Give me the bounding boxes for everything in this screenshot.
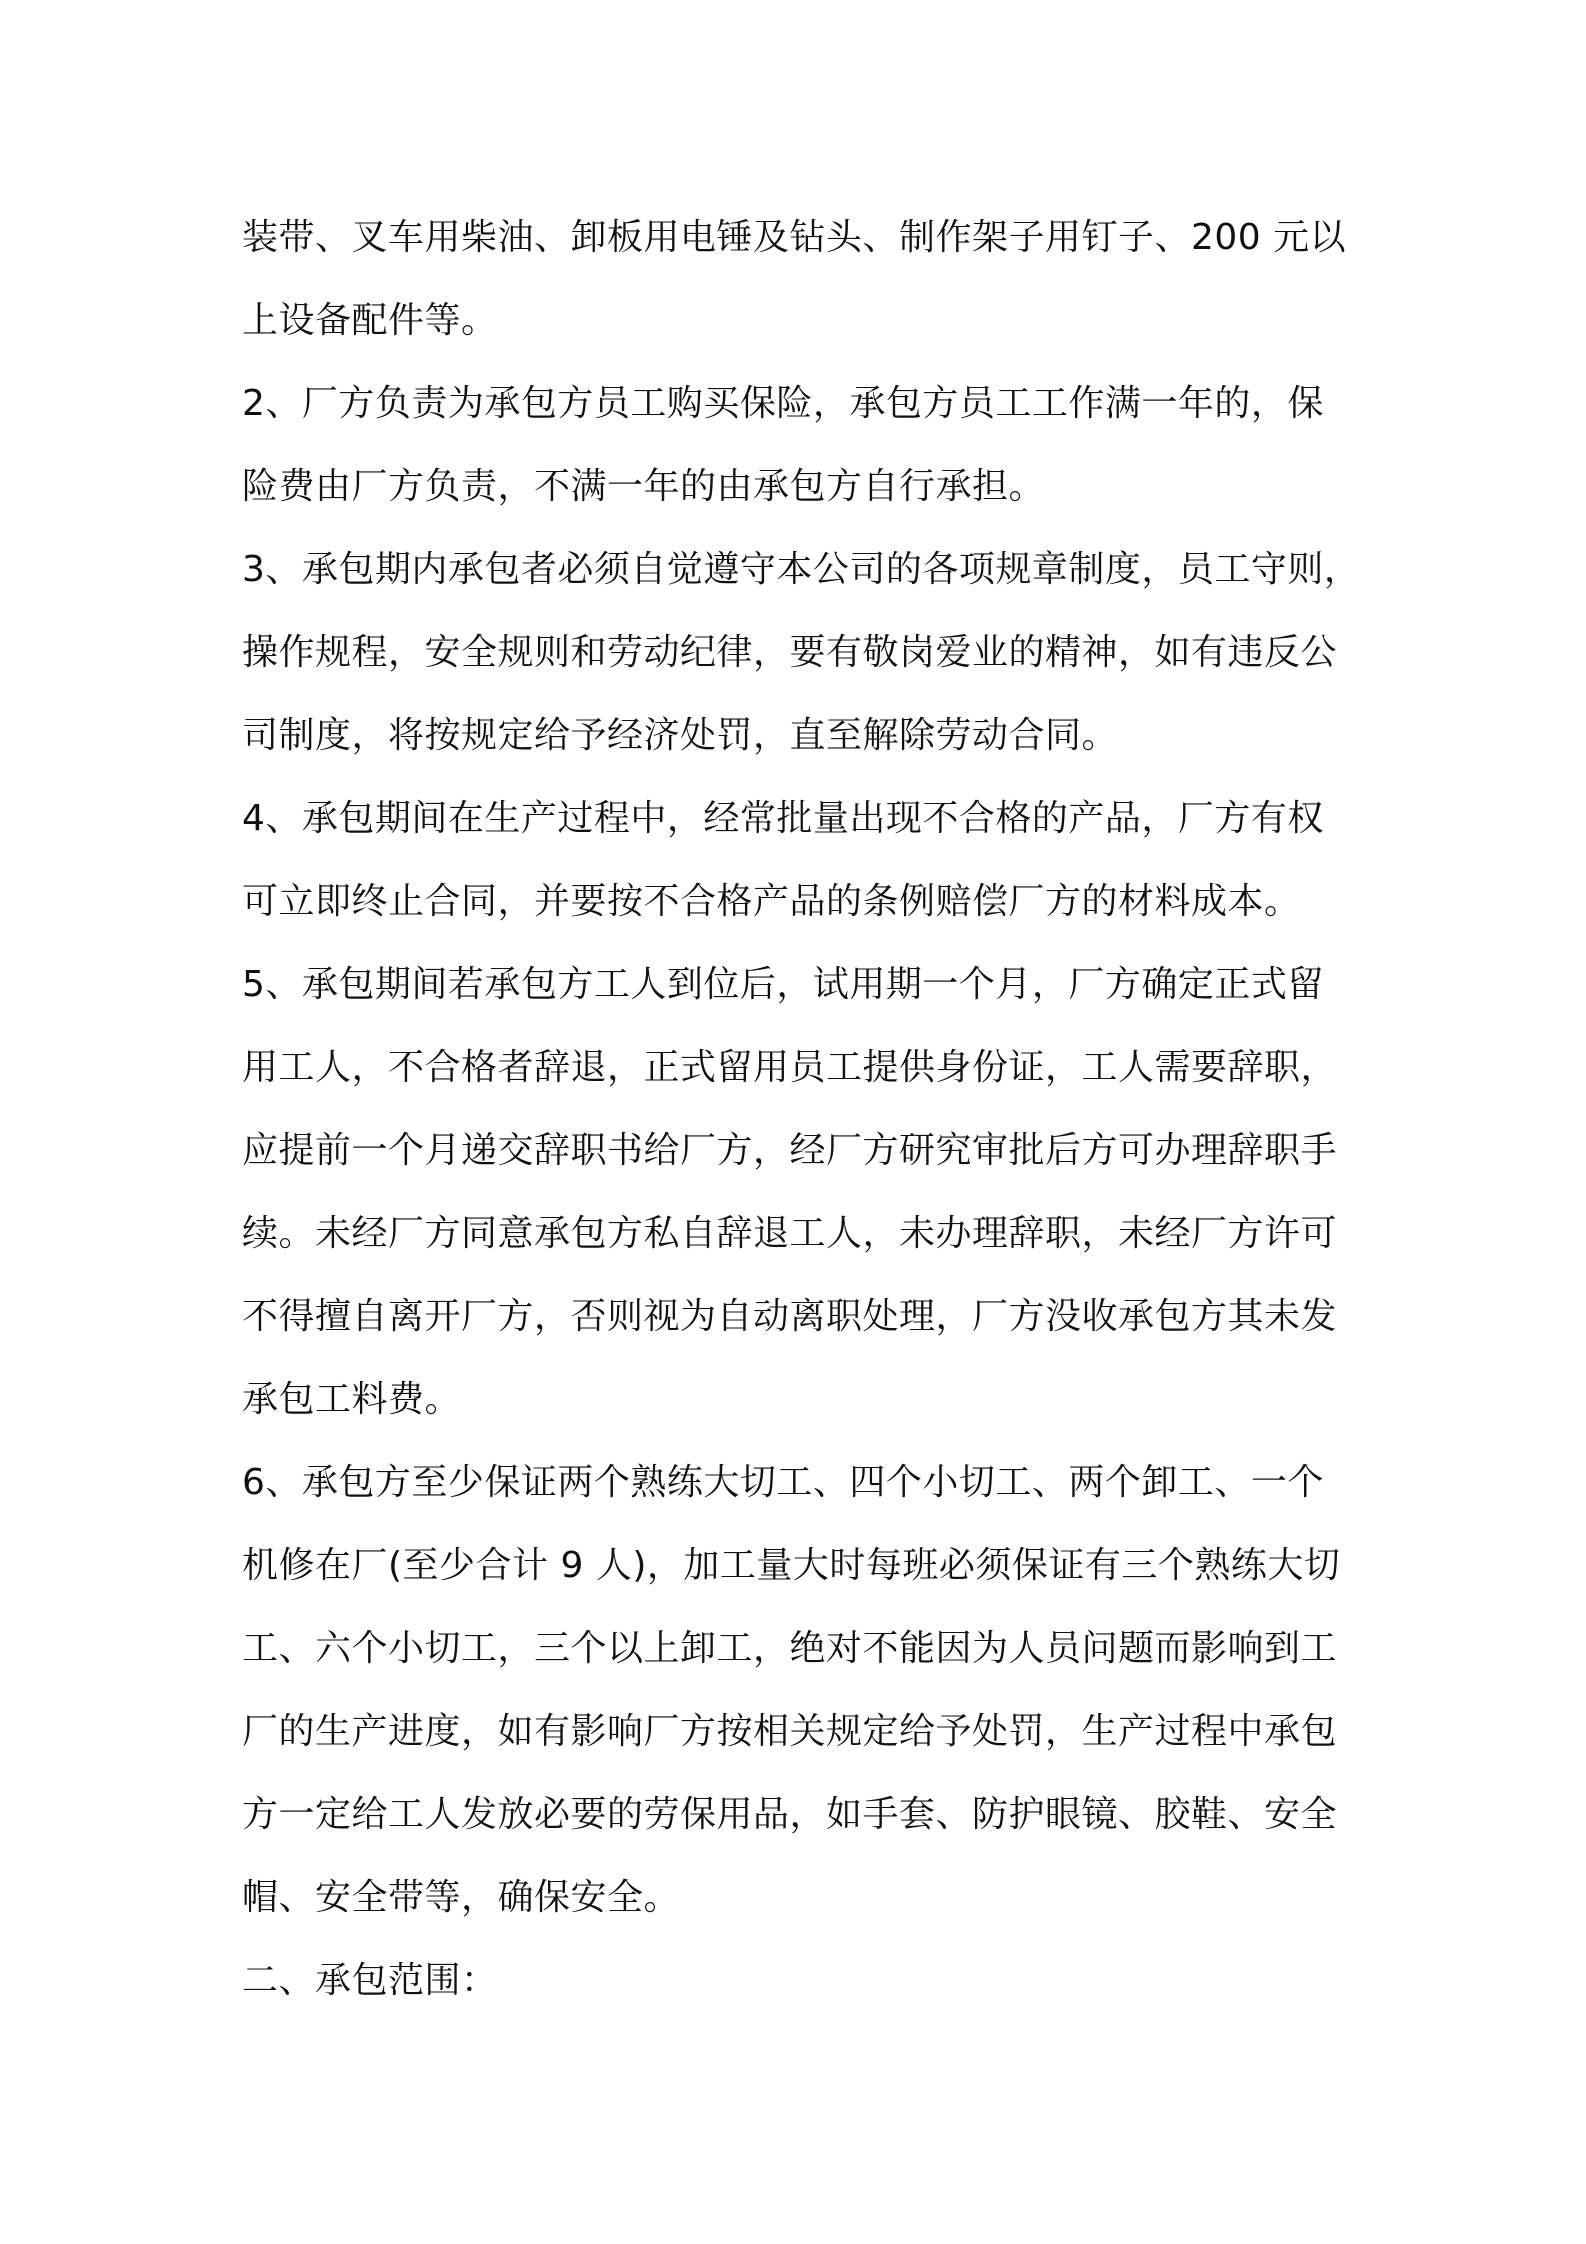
text-line: 险费由厂方负责，不满一年的由承包方自行承担。 xyxy=(242,466,1046,507)
text-line: 操作规程，安全规则和劳动纪律，要有敬岗爱业的精神，如有违反公 xyxy=(242,632,1338,673)
text-line: 工、六个小切工，三个以上卸工，绝对不能因为人员问题而影响到工 xyxy=(242,1628,1338,1669)
text-line: 帽、安全带等，确保安全。 xyxy=(242,1877,681,1918)
document-body xyxy=(242,196,1362,2022)
text-line: 5、承包期间若承包方工人到位后，试用期一个月，厂方确定正式留 xyxy=(242,964,1324,1005)
text-line: 6、承包方至少保证两个熟练大切工、四个小切工、两个卸工、一个 xyxy=(242,1462,1324,1503)
text-line: 2、厂方负责为承包方员工购买保险，承包方员工工作满一年的，保 xyxy=(242,383,1324,424)
text-line: 司制度，将按规定给予经济处罚，直至解除劳动合同。 xyxy=(242,715,1119,756)
text-line: 可立即终止合同，并要按不合格产品的条例赔偿厂方的材料成本。 xyxy=(242,881,1301,922)
text-line: 应提前一个月递交辞职书给厂方，经厂方研究审批后方可办理辞职手 xyxy=(242,1130,1338,1171)
text-line: 厂的生产进度，如有影响厂方按相关规定给予处罚，生产过程中承包 xyxy=(242,1711,1338,1752)
text-line: 承包工料费。 xyxy=(242,1379,462,1420)
text-line: 续。未经厂方同意承包方私自辞退工人，未办理辞职，未经厂方许可 xyxy=(242,1213,1338,1254)
text-line: 用工人，不合格者辞退，正式留用员工提供身份证，工人需要辞职， xyxy=(242,1047,1338,1088)
text-line: 机修在厂(至少合计 9 人)，加工量大时每班必须保证有三个熟练大切 xyxy=(242,1545,1341,1586)
text-line: 3、承包期内承包者必须自觉遵守本公司的各项规章制度，员工守则， xyxy=(242,549,1361,590)
text-line: 不得擅自离开厂方，否则视为自动离职处理，厂方没收承包方其未发 xyxy=(242,1296,1338,1337)
text-line: 上设备配件等。 xyxy=(242,300,498,341)
section-heading: 二、承包范围： xyxy=(242,1960,498,2001)
text-line: 方一定给工人发放必要的劳保用品，如手套、防护眼镜、胶鞋、安全 xyxy=(242,1794,1338,1835)
text-line: 4、承包期间在生产过程中，经常批量出现不合格的产品，厂方有权 xyxy=(242,798,1324,839)
text-line: 装带、叉车用柴油、卸板用电锤及钻头、制作架子用钉子、200 元以 xyxy=(242,217,1347,258)
